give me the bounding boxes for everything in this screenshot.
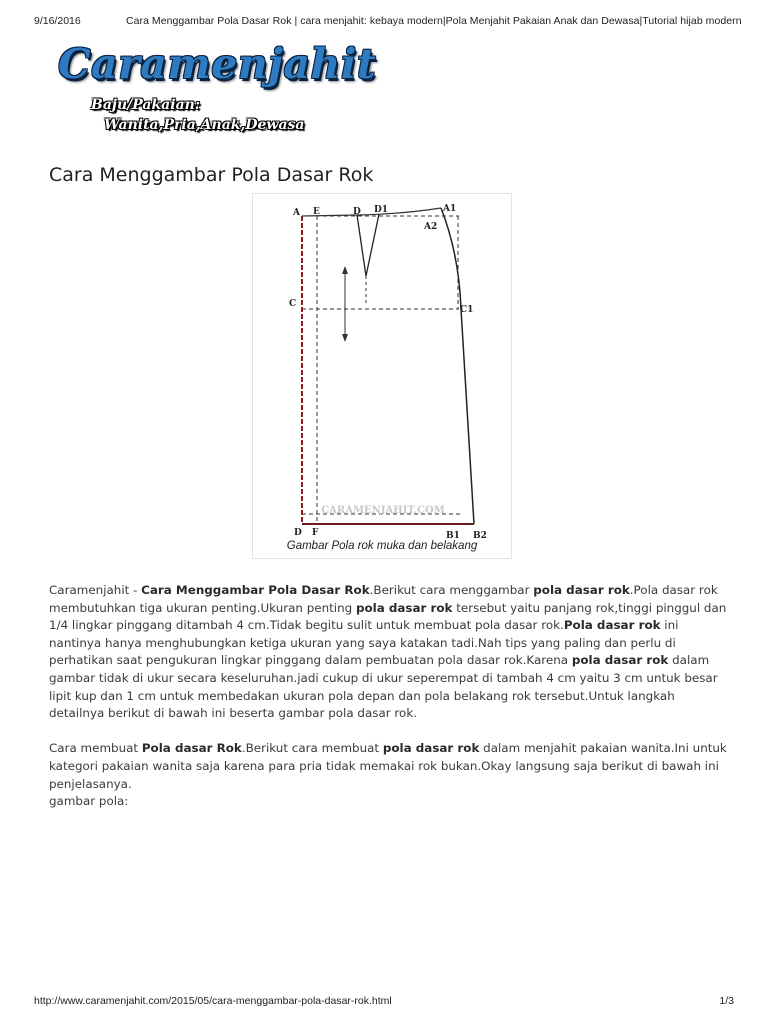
grain-arrow-down-icon bbox=[342, 334, 348, 342]
label-a1: A1 bbox=[443, 204, 457, 214]
label-c1: C1 bbox=[460, 305, 474, 315]
label-b1: B1 bbox=[446, 531, 460, 541]
paragraph-2: Cara membuat Pola dasar Rok.Berikut cara membuat pola dasar rok dalam menjahit pakaian wanita.Ini untuk kategori pakaian wanita saja karena para pria tidak memakai rok bukan.Okay langsung saja berikut di bawah ini penjelasanya. bbox=[49, 741, 727, 791]
logo-name: Caramenjahit bbox=[58, 40, 377, 88]
page-number: 1/3 bbox=[719, 995, 734, 1007]
paragraph-1: Caramenjahit - Cara Menggambar Pola Dasar Rok.Berikut cara menggambar pola dasar rok.Pola dasar rok membutuhkan tiga ukuran penting.Ukuran penting pola dasar rok tersebut yaitu panjang rok,tinggi pinggul dan 1/4 lingkar pinggang ditambah 4 cm.Tidak begitu sulit untuk membuat pola dasar rok.Pola dasar rok ini nantinya hanya menghubungkan ketiga ukuran yang saya katakan tadi.Nah tips yang paling dan perlu di perhatikan saat pengukuran lingkar pinggang dalam pembuatan pola dasar rok.Karena pola dasar rok dalam gambar tidak di ukur secara keseluruhan.jadi cukup di ukur seperempat di tambah 4 cm yaitu 3 cm untuk besar lipit kup dan 1 cm untuk membedakan ukuran pola depan dan pola belakang rok tersebut.Untuk langkah detailnya berikut di bawah ini beserta gambar pola dasar rok. bbox=[49, 583, 727, 721]
grain-arrow-up-icon bbox=[342, 266, 348, 274]
figure-caption: Gambar Pola rok muka dan belakang bbox=[286, 540, 478, 552]
waist-line bbox=[302, 208, 441, 216]
label-d-bottom: D bbox=[294, 528, 302, 538]
logo-tagline-2: Wanita,Pria,Anak,Dewasa bbox=[104, 117, 305, 133]
print-date: 9/16/2016 bbox=[34, 15, 81, 27]
side-seam-line bbox=[441, 208, 474, 524]
print-page-title: Cara Menggambar Pola Dasar Rok | cara menjahit: kebaya modern|Pola Menjahit Pakaian Anak dan Dewasa|Tutorial hijab modern bbox=[126, 15, 742, 27]
label-c: C bbox=[289, 299, 297, 309]
label-a2: A2 bbox=[424, 222, 438, 232]
skirt-pattern-drawing bbox=[253, 194, 511, 558]
logo-tagline-1: Baju/Pakaian: bbox=[91, 97, 200, 113]
dart bbox=[357, 214, 379, 276]
article-body bbox=[49, 582, 729, 811]
label-b2: B2 bbox=[473, 531, 487, 541]
post-title: Cara Menggambar Pola Dasar Rok bbox=[49, 164, 374, 186]
label-d1: D1 bbox=[374, 205, 389, 215]
print-url[interactable]: http://www.caramenjahit.com/2015/05/cara-menggambar-pola-dasar-rok.html bbox=[34, 995, 392, 1007]
label-f: F bbox=[312, 528, 319, 538]
paragraph-3: gambar pola: bbox=[49, 794, 129, 809]
pattern-figure bbox=[252, 193, 512, 559]
site-logo[interactable] bbox=[58, 40, 377, 140]
figure-watermark: CARAMENJAHIT.COM bbox=[321, 505, 445, 516]
label-a: A bbox=[293, 208, 300, 218]
label-e: E bbox=[313, 207, 320, 217]
label-d-top: D bbox=[353, 207, 361, 217]
